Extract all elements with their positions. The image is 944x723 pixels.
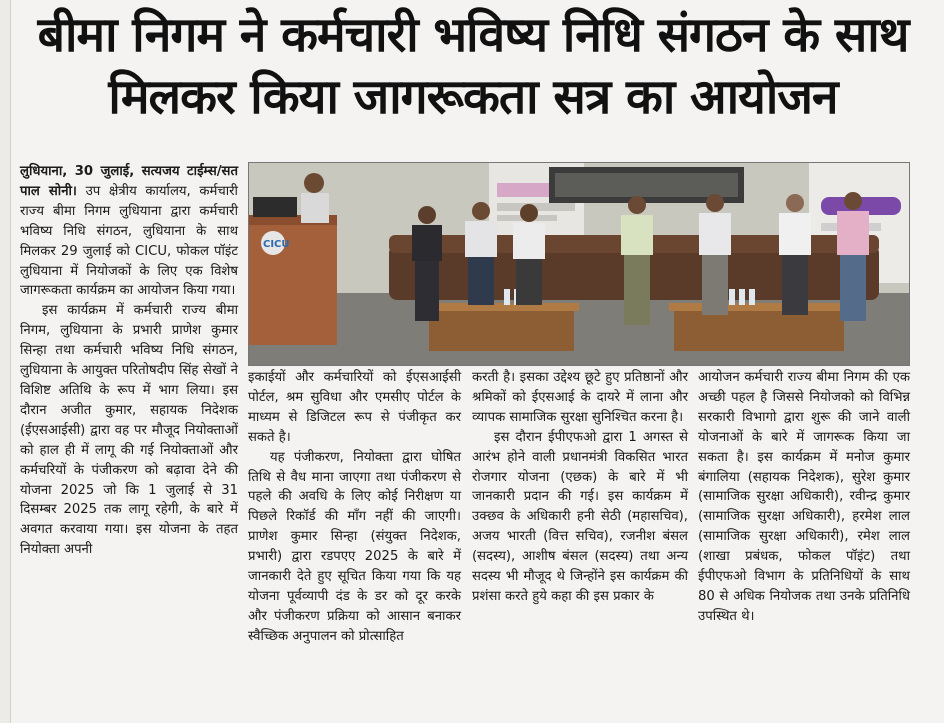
article-headline (14, 4, 932, 128)
col1-paragraph-2: इस कार्यक्रम में कर्मचारी राज्य बीमा निगम, लुधियाना के प्रभारी प्राणेश कुमार सिन्हा तथा कर्मचारी भविष्य निधि संगठन, लुधियाना के आयुक्त परितोषदीप सिंह सेखों ने विशिष्ट अतिथि के रूप में भाग लिया। इस दौरान अजीत कुमार, सहायक निदेशक (ईएसआईसी) द्वारा वह पर मौजूद नियोक्ताओं को हाल ही में लागू की गई नियोक्ताओं और कर्मचरियों के पंजीकरण को बढ़ावा देने की योजना 2025 जो कि 1 जुलाई से 31 दिसम्बर 2025 तक लागू रहेगी, के बारे में अवगत करवाया गया। इस योजना के तहत नियोक्ता अपनी (20, 303, 238, 558)
event-photo (248, 162, 910, 366)
article-column-3 (472, 368, 688, 607)
dateline: लुधियाना, 30 जुलाई, सत्यजय टाईम्स/सत पाल सोनी। (20, 164, 238, 199)
adjacent-page-edge (0, 0, 11, 723)
col3-paragraph-2: इस दौरान ईपीएफओ द्वारा 1 अगस्त से आरंभ होने वाली प्रधानमंत्री विकसित भारत रोजगार योजना (एछक) के बारे में भी जानकारी प्रदान की गई। इस कार्यक्रम में उक्छव के अधिकारी हनी सेठी (महासचिव), अजय भारती (वित्त सचिव), रजनीश बंसल (सदस्य), आशीष बंसल (सदस्य) तथा अन्य सदस्य भी मौजूद थे जिन्होंने इस कार्यक्रम की प्रशंसा करते हुये कहा की इस प्रकार के (472, 429, 688, 604)
headline-line-1: बीमा निगम ने कर्मचारी भविष्य निधि संगठन के साथ (37, 7, 909, 63)
event-photo-illustration (249, 163, 909, 365)
article-column-4 (698, 368, 910, 627)
col3-paragraph-1: करती है। इसका उद्देश्य छूटे हुए प्रतिष्ठानों और श्रमिकों को ईएसआई के दायरे में लाना और व्यापक सामाजिक सुरक्षा सुनिश्चित करना है। (472, 370, 688, 425)
col1-paragraph-1: उप क्षेत्रीय कार्यालय, कर्मचारी राज्य बीमा निगम लुधियाना द्वारा कर्मचारी भविष्य निधि संगठन, लुधियाना के साथ मिलकर 29 जुलाई को CICU, फोकल पॉइंट लुधियाना में नियोजकों के लिए एक विशेष जागरूकता कार्यक्रम का आयोजन किया गया। (20, 183, 238, 299)
podium-logo: CICU (263, 239, 290, 250)
col2-paragraph-2: यह पंजीकरण, नियोक्ता द्वारा घोषित तिथि से वैध माना जाएगा तथा पंजीकरण से पहले की अवधि के लिए कोई निरीक्षण या पिछले रिकॉर्ड की माँग नहीं की जाएगी। प्राणेश कुमार सिन्हा (संयुक्त निदेशक, प्रभारी) द्वारा रडपएए 2025 के बारे में जानकारी देते हुए सूचित किया गया कि यह योजना पूर्वव्यापी दंड के डर को दूर करके और पंजीकरण प्रक्रिया को आसान बनाकर स्वैच्छिक अनुपालन को प्रोत्साहित (248, 449, 461, 644)
article-column-1 (20, 162, 238, 560)
col2-paragraph-1: इकाईयों और कर्मचारियों को ईएसआईसी पोर्टल, श्रम सुविधा और एमसीए पोर्टल के माध्यम से डिजिटल रूप से पंजीकृत कर सकते है। (248, 370, 461, 445)
article-column-2 (248, 368, 461, 647)
headline-line-2: मिलकर किया जागरूकता सत्र का आयोजन (108, 69, 838, 125)
col4-paragraph-1: आयोजन कर्मचारी राज्य बीमा निगम की एक अच्छी पहल है जिससे नियोजको को विभिन्न सरकारी विभागो द्वारा शुरू की जाने वाली योजनाओं के बारे में जागरूक किया जा सकता है। इस कार्यक्रम में मनोज कुमार बंगालिया (सहायक निदेशक), सुरेश कुमार (सामाजिक सुरक्षा अधिकारी), रवीन्द्र कुमार (सामाजिक सुरक्षा अधिकारी), हरमेश लाल (सामाजिक सुरक्षा अधिकारी), रमेश लाल (शाखा प्रबंधक, फोकल पॉइंट) तथा ईपीएफओ विभाग के प्रतिनिधियों के साथ 80 से अधिक नियोजक तथा उनके प्रतिनिधि उपस्थित थे। (698, 370, 910, 624)
